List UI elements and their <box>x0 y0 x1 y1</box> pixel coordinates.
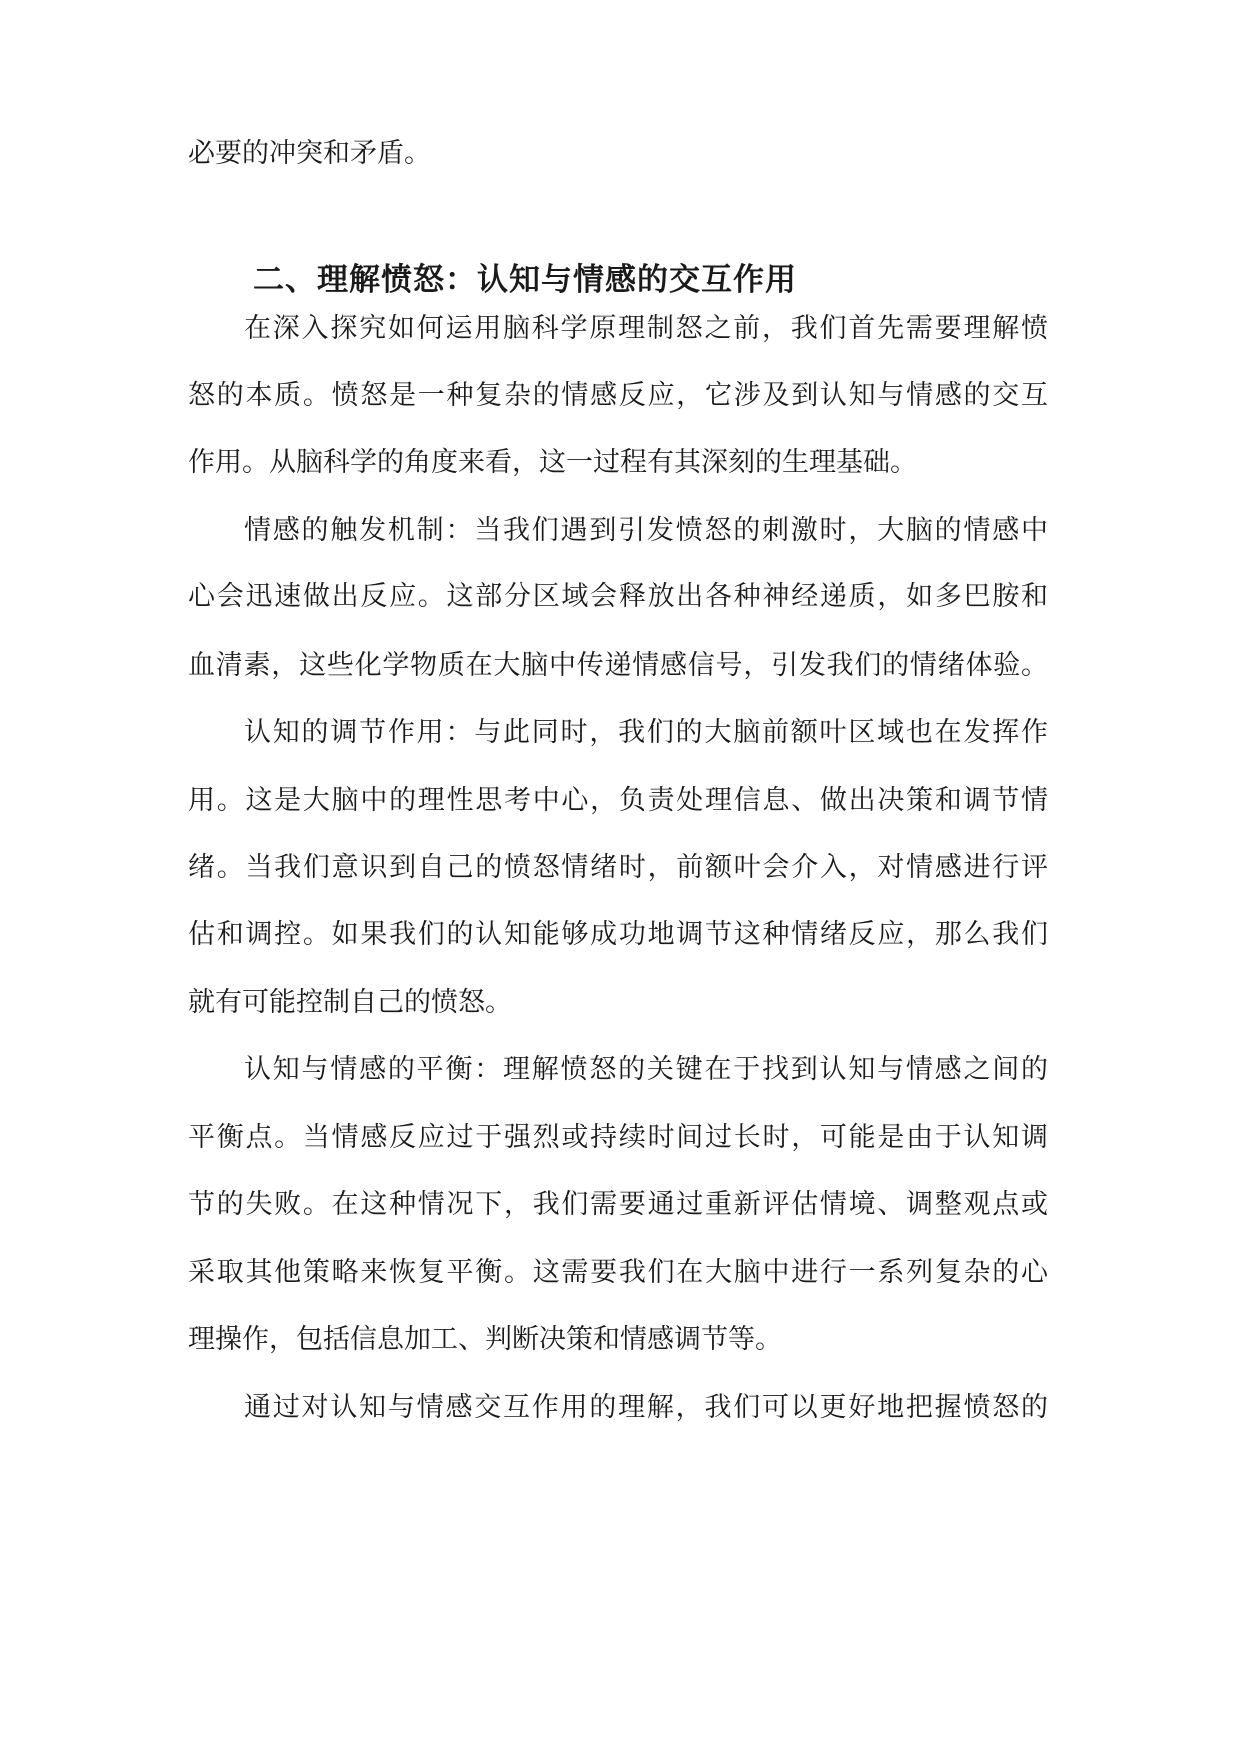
paragraph-line: 用。这是大脑中的理性思考中心，负责处理信息、做出决策和调节情 <box>188 785 1048 816</box>
paragraph-line: 就有可能控制自己的愤怒。 <box>188 987 512 1018</box>
paragraph-line: 作用。从脑科学的角度来看，这一过程有其深刻的生理基础。 <box>188 447 917 478</box>
paragraph-line: 心会迅速做出反应。这部分区域会释放出各种神经递质，如多巴胺和 <box>188 581 1048 612</box>
paragraph-line: 理操作，包括信息加工、判断决策和情感调节等。 <box>188 1324 782 1355</box>
paragraph-line: 在深入探究如何运用脑科学原理制怒之前，我们首先需要理解愤 <box>244 313 1048 344</box>
paragraph-line: 认知与情感的平衡：理解愤怒的关键在于找到认知与情感之间的 <box>244 1054 1048 1085</box>
paragraph-line: 平衡点。当情感反应过于强烈或持续时间过长时，可能是由于认知调 <box>188 1122 1048 1153</box>
paragraph-line: 认知的调节作用：与此同时，我们的大脑前额叶区域也在发挥作 <box>244 717 1048 748</box>
paragraph-line: 情感的触发机制：当我们遇到引发愤怒的刺激时，大脑的情感中 <box>244 515 1048 546</box>
paragraph-line: 通过对认知与情感交互作用的理解，我们可以更好地把握愤怒的 <box>244 1392 1048 1423</box>
section-heading: 二、理解愤怒：认知与情感的交互作用 <box>253 262 797 298</box>
paragraph-line: 血清素，这些化学物质在大脑中传递情感信号，引发我们的情绪体验。 <box>188 650 1048 681</box>
paragraph-line: 怒的本质。愤怒是一种复杂的情感反应，它涉及到认知与情感的交互 <box>188 380 1048 411</box>
paragraph-line: 节的失败。在这种情况下，我们需要通过重新评估情境、调整观点或 <box>188 1189 1048 1220</box>
carryover-text-line: 必要的冲突和矛盾。 <box>188 138 431 169</box>
paragraph-line: 估和调控。如果我们的认知能够成功地调节这种情绪反应，那么我们 <box>188 919 1048 950</box>
paragraph-line: 采取其他策略来恢复平衡。这需要我们在大脑中进行一系列复杂的心 <box>188 1257 1048 1288</box>
paragraph-line: 绪。当我们意识到自己的愤怒情绪时，前额叶会介入，对情感进行评 <box>188 852 1048 883</box>
